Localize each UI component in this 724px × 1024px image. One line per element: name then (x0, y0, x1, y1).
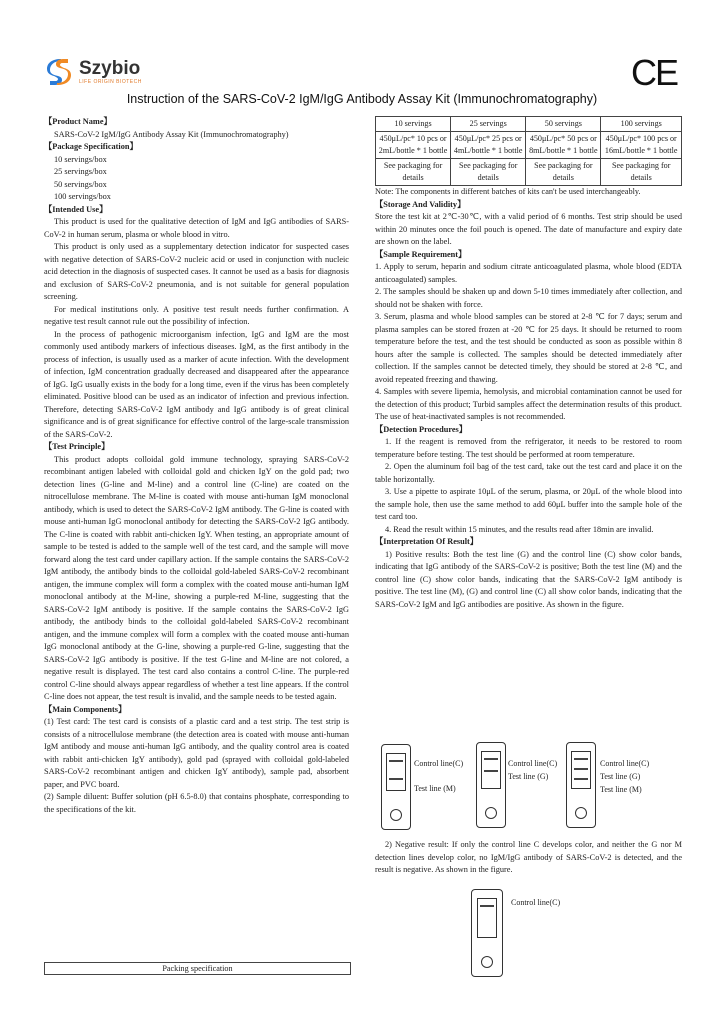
table-cell: 450μL/pc* 50 pcs or 8mL/bottle * 1 bottle (526, 132, 601, 159)
figure-label: Control line(C) (508, 759, 558, 768)
test-principle-heading: 【Test Principle】 (44, 442, 110, 451)
table-cell: See packaging for details (376, 159, 451, 186)
table-cell: See packaging for details (526, 159, 601, 186)
component-paragraph: (2) Sample diluent: Buffer solution (pH 6.5-8.0) that contains phosphate, corresponding to the specifications of the kit. (44, 792, 349, 814)
brand-logo (45, 58, 142, 86)
table-header-cell: 100 servings (601, 117, 682, 132)
intended-use-heading: 【Intended Use】 (44, 204, 108, 214)
table-cell: See packaging for details (601, 159, 682, 186)
figure-label: Test line (G) (508, 772, 549, 781)
figure-label: Test line (G) (600, 772, 641, 781)
spec-table (375, 116, 682, 186)
table-header-cell: 50 servings (526, 117, 601, 132)
product-name: SARS-CoV-2 IgM/IgG Antibody Assay Kit (Immunochromatography) (54, 129, 289, 139)
figure-label: Control line(C) (511, 898, 561, 907)
test-card-igm-igg-positive (566, 742, 596, 828)
sample-requirement-heading: 【Sample Requirement】 (375, 249, 467, 259)
procedure-step: 1. If the reagent is removed from the refrigerator, it needs to be restored to room temperature before testing. The test should be performed at room temperature. (375, 437, 682, 459)
components-note: Note: The components in different batches of kits can't be used interchangeably. (375, 187, 641, 196)
package-item: 10 servings/box (54, 154, 107, 164)
test-line-m (389, 778, 403, 780)
sample-hole (481, 956, 493, 968)
document-title: Instruction of the SARS-CoV-2 IgM/IgG Antibody Assay Kit (Immunochromatography) (126, 92, 598, 106)
packing-spec-box: Packing specification (44, 962, 351, 975)
test-line-m (574, 778, 588, 780)
sample-hole (575, 807, 587, 819)
sample-item: 3. Serum, plasma and whole blood samples can be stored at 2-8 ℃ for 7 days; serum and plasma samples can be stored frozen at -20 ℃ for 25 days. It should be returned to room temperature before the test, and the test should be conducted as soon as possible within 8 hours after the sample is collected. The samples should be detected immediately after collection. If the samples cannot be detected timely, they should be stored at 2-8 ℃, and avoid repeated freezing and thawing. (375, 312, 682, 384)
test-line-g (484, 770, 498, 772)
brand-name: Szybio (79, 58, 141, 79)
control-line (480, 905, 494, 907)
intended-use-paragraph: For medical institutions only. A positive test result needs further confirmation. A negative test result cannot rule out the possibility of infection. (44, 304, 349, 326)
test-card-negative (471, 889, 503, 977)
sample-item: 2. The samples should be shaken up and down 5-10 times immediately after collection, and should not be shaken with force. (375, 287, 682, 309)
detection-procedures-heading: 【Detection Procedures】 (375, 424, 468, 434)
table-cell: 450μL/pc* 100 pcs or 16mL/bottle * 1 bottle (601, 132, 682, 159)
figure-label: Control line(C) (600, 759, 650, 768)
right-column (375, 116, 682, 611)
figure-label: Control line(C) (414, 759, 464, 768)
positive-result-paragraph: 1) Positive results: Both the test line (G) and the control line (C) show color bands, indicating that IgG antibody of the SARS-CoV-2 is positive; Both the test line (M) and the control line (C) show color bands, indicating that the SARS-CoV-2 IgM antibody is positive. The test line (M), (G) and control line (C) all show color bands, indicating that the SARS-CoV-2 IgM and IgG antibodies are positive. As shown in the figure. (375, 549, 682, 609)
table-cell: 450μL/pc* 25 pcs or 4mL/bottle * 1 bottle (451, 132, 526, 159)
brand-tagline: LIFE ORIGIN BIOTECH (79, 79, 142, 85)
table-cell: 450μL/pc* 10 pcs or 2mL/bottle * 1 bottle (376, 132, 451, 159)
package-item: 25 servings/box (54, 167, 107, 176)
intended-use-paragraph: This product is used for the qualitative detection of IgM and IgG antibodies of SARS-CoV-2 in human serum, plasma or whole blood in vitro. (44, 217, 349, 239)
szybio-logo-icon (45, 58, 73, 86)
intended-use-paragraph: In the process of pathogenic microorganism infection, IgG and IgM are the most commonly used antibody markers of infectious diseases. IgM, as the first antibody in the process of infection, is usually used as a marker of acute infection. With the development of infection, IgM concentration gradually decreased and disappeared after the appearance of IgG. IgG usually exists in the body for a long time, even if the virus has been completely eliminated. Positive blood can be used as an indicator of infection and previous infection. Therefore, detecting SARS-CoV-2 IgM antibody and IgG antibody is of great clinical significance and is of great significance for effective control of the large-scale transmission of the SARS-CoV-2. (44, 329, 349, 439)
package-item: 50 servings/box (54, 179, 107, 189)
negative-result-block (375, 839, 682, 877)
test-principle-paragraph: This product adopts colloidal gold immune technology, spraying SARS-CoV-2 recombinant antigen labeled with colloidal gold and chicken IgY on the gold pad; two detection lines (G-line and M-line) and a control line (C-line) are coated on the nitrocellulose membrane. The M-line is coated with mouse anti-human IgM monoclonal antibody, which is used to detect the SARS-CoV-2 IgM antibody. The G-line is coated with mouse anti-human IgG monoclonal antibody for detecting the SARS-CoV-2 IgG antibody. The C-line is coated with rabbit anti-chicken IgY. When testing, an appropriate amount of sample to be tested is added to the sample well of the test card, and the sample will move forward along the test card under capillary action. If the sample contains the SARS-CoV-2 IgM antibody, the antibody binds to the colloidal gold-labeled SARS-CoV-2 recombinant antigen, the immune complex will form a complex with the coated mouse anti-human IgM monoclonal antibody at the M-line, showing a purple-red M-line, suggesting that the SARS-CoV-2 IgM antibody is positive. If the sample contains the SARS-CoV-2 IgG antibody, the antibody binds to the colloidal gold-labeled SARS-CoV-2 recombinant antigen, and the immune complex will form a complex with the coated mouse anti-human IgG monoclonal antibody at the G-line, showing a purple-red G-line, suggesting that the SARS-CoV-2 IgG antibody is positive. If the test G-line and M-line are not colored, a negative result is displayed. The test card also contains a control C-line. The purple-red control C-line should always appear regardless of whether a test line appears. If the control C-line does not appear, the test result is invalid, and the sample needs to be tested again. (44, 454, 349, 701)
test-card-window (481, 751, 501, 789)
test-line-g (574, 768, 588, 770)
sample-hole (390, 809, 402, 821)
procedure-step: 3. Use a pipette to aspirate 10μL of the serum, plasma, or 20μL of the whole blood into the sample hole, then use the same method to add 60μL buffer into the sample hole of the test card too. (375, 487, 682, 521)
control-line (389, 760, 403, 762)
table-header-cell: 25 servings (451, 117, 526, 132)
test-card-window (571, 751, 591, 789)
storage-paragraph: Store the test kit at 2℃-30℃, with a valid period of 6 months. Test strip should be used within 20 minutes once the foil pouch is opened. The date of manufacture and expiry date are shown on the label. (375, 212, 682, 246)
interpretation-heading: 【Interpretation Of Result】 (375, 537, 479, 546)
control-line (574, 758, 588, 760)
sample-item: 4. Samples with severe lipemia, hemolysis, and microbial contamination cannot be used for the detection of this product; Turbid samples affect the determination results of this product. The use of heat-inactivated samples is not recommended. (375, 387, 682, 421)
component-paragraph: (1) Test card: The test card is consists of a plastic card and a test strip. The test strip is consists of a nitrocellulose membrane (the detection area is coated with mouse anti-human IgM antibody and mouse anti-human IgG antibody, and the quality control area is coated with rabbit anti-chicken IgY antibody), gold pad (sprayed with colloidal gold-labeled SARS-CoV-2 recombinant antigen and chicken IgY antibody), sample pad, absorbent paper, and PVC board. (44, 717, 349, 789)
procedure-step: 2. Open the aluminum foil bag of the test card, take out the test card and place it on the table horizontally. (375, 462, 682, 484)
control-line (484, 758, 498, 760)
figure-label: Test line (M) (414, 784, 456, 793)
intended-use-paragraph: This product is only used as a supplementary detection indicator for suspected cases with negative detection of SARS-CoV-2 nucleic acid or used in conjunction with nucleic acid detection in the diagnosis of suspected cases. It cannot be used as a basis for diagnosis and exclusion of SARS-CoV-2 pneumonia, and is not suitable for general population screening. (44, 242, 349, 301)
test-card-window (386, 753, 406, 791)
test-card-igg-positive (476, 742, 506, 828)
ce-mark: CE (630, 52, 677, 93)
negative-result-paragraph: 2) Negative result: If only the control line C develops color, and neither the G nor M detection lines develop color, no IgM/IgG antibody of SARS-CoV-2 is detected, and the result is negative. As shown in the figure. (375, 840, 682, 874)
product-name-heading: 【Product Name】 (44, 117, 112, 126)
package-item: 100 servings/box (54, 192, 111, 201)
figure-label: Test line (M) (600, 785, 642, 794)
table-cell: See packaging for details (451, 159, 526, 186)
test-card-igm-positive (381, 744, 411, 830)
main-components-heading: 【Main Components】 (44, 704, 127, 714)
left-column (44, 116, 349, 816)
sample-hole (485, 807, 497, 819)
procedure-step: 4. Read the result within 15 minutes, and the results read after 18min are invalid. (385, 524, 654, 534)
table-header-cell: 10 servings (376, 117, 451, 132)
storage-heading: 【Storage And Validity】 (375, 199, 466, 209)
sample-item: 1. Apply to serum, heparin and sodium citrate anticoagulated plasma, whole blood (EDTA anticoagulated) samples. (375, 262, 682, 284)
package-spec-heading: 【Package Specification】 (44, 142, 138, 151)
test-card-window (477, 898, 497, 938)
